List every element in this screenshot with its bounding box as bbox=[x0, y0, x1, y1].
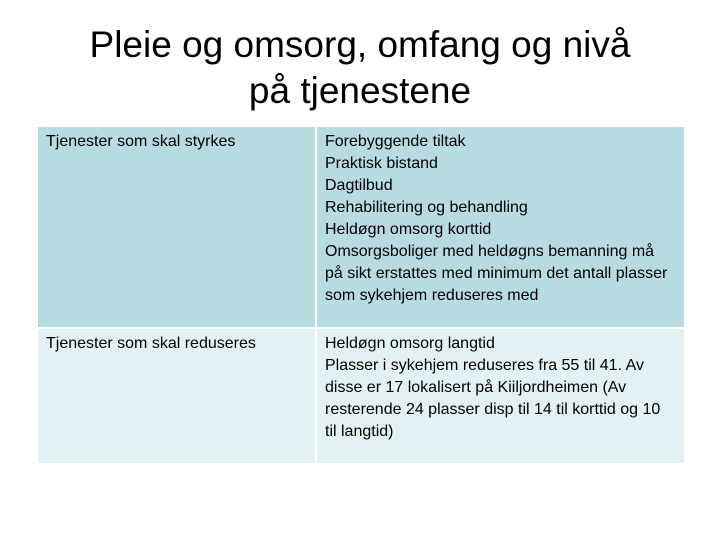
row-items bbox=[316, 328, 685, 464]
list-item: Rehabilitering og behandling bbox=[325, 199, 528, 216]
table-row bbox=[37, 126, 685, 328]
table-row bbox=[37, 328, 685, 464]
list-item: Forebyggende tiltak bbox=[325, 133, 466, 150]
list-item: Plasser i sykehjem reduseres fra 55 til 41. Av disse er 17 lokalisert på Kiiljordheimen (Av resterende 24 plasser disp til 14 til korttid og 10 til langtid) bbox=[325, 357, 661, 440]
list-item: Omsorgsboliger med heldøgns bemanning må på sikt erstattes med minimum det antall plasser som sykehjem reduseres med bbox=[325, 243, 668, 304]
row-items bbox=[316, 126, 685, 328]
row-label: Tjenester som skal reduseres bbox=[37, 328, 316, 464]
list-item: Dagtilbud bbox=[325, 177, 393, 194]
slide-title-line-2: på tjenestene bbox=[248, 70, 472, 111]
service-list bbox=[325, 333, 676, 443]
slide-title bbox=[36, 22, 684, 114]
slide-title-line-1: Pleie og omsorg, omfang og nivå bbox=[89, 24, 631, 65]
list-item: Heldøgn omsorg langtid bbox=[325, 335, 495, 352]
list-item: Praktisk bistand bbox=[325, 155, 438, 172]
service-list bbox=[325, 131, 676, 307]
services-table bbox=[36, 125, 686, 465]
row-label: Tjenester som skal styrkes bbox=[37, 126, 316, 328]
list-item: Heldøgn omsorg korttid bbox=[325, 221, 492, 238]
